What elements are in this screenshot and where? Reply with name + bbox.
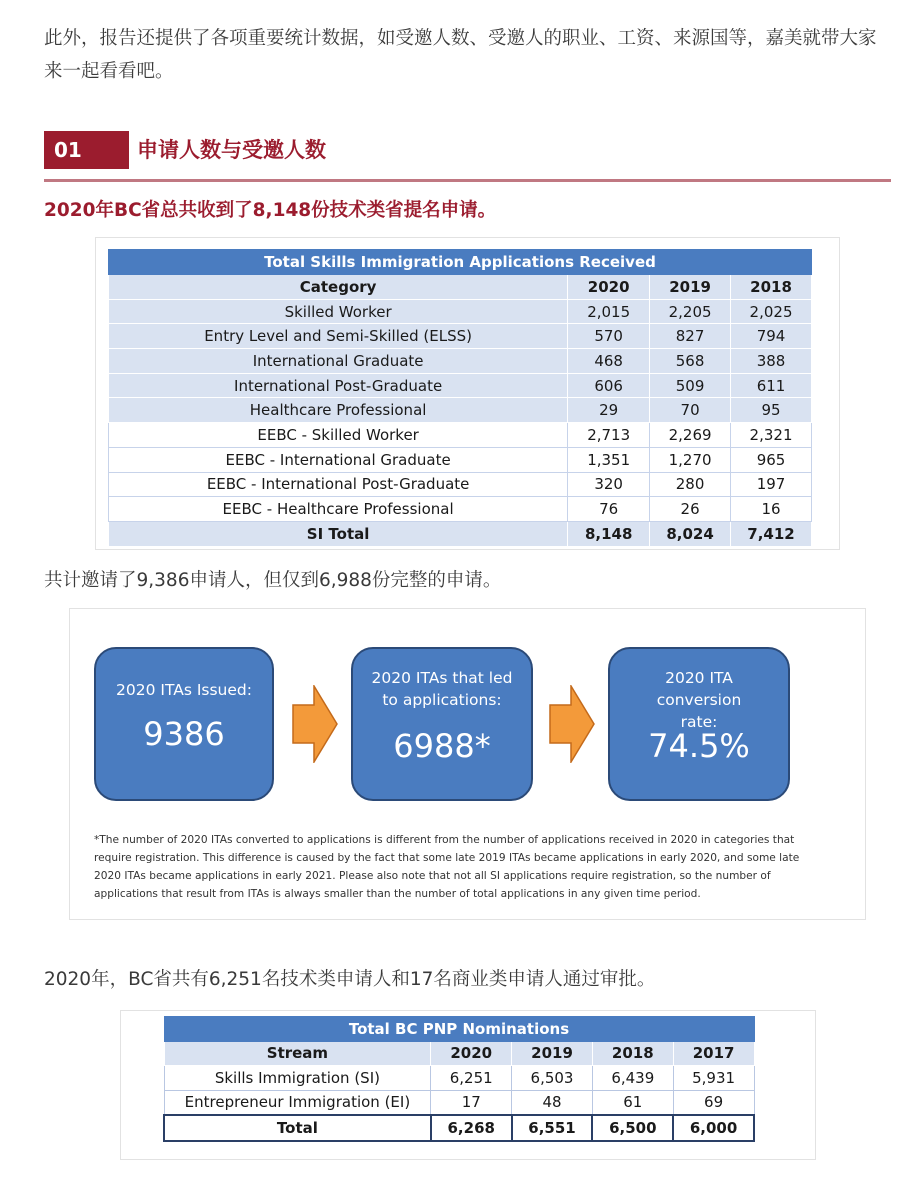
table-row-cell: EEBC - International Graduate bbox=[109, 447, 568, 472]
table-header-row-cell: 2019 bbox=[650, 275, 731, 300]
table-row-cell: 965 bbox=[731, 447, 812, 472]
table-row-cell: Entrepreneur Immigration (EI) bbox=[164, 1090, 431, 1115]
table-row-cell: EEBC - Skilled Worker bbox=[109, 423, 568, 448]
ita-paragraph: 共计邀请了9,386申请人，但仅到6,988份完整的申请。 bbox=[44, 570, 502, 591]
table-row bbox=[164, 1090, 754, 1115]
table-row bbox=[109, 324, 812, 349]
table-header-row-cell: Category bbox=[109, 275, 568, 300]
table-row-cell: 6,439 bbox=[592, 1066, 673, 1091]
table-row-cell: 61 bbox=[592, 1090, 673, 1115]
table-row-cell: International Graduate bbox=[109, 349, 568, 374]
ita-panel bbox=[69, 608, 866, 920]
table-row-cell: 568 bbox=[650, 349, 731, 374]
table-row bbox=[109, 398, 812, 423]
table-header-row-cell: 2018 bbox=[592, 1041, 673, 1066]
section-title: 申请人数与受邀人数 bbox=[137, 138, 326, 162]
intro-paragraph: 此外，报告还提供了各项重要统计数据，如受邀人数、受邀人的职业、工资、来源国等，嘉美就带大家来一起看看吧。 bbox=[44, 28, 877, 82]
table-title: Total BC PNP Nominations bbox=[164, 1017, 754, 1042]
table-total-row-cell: 7,412 bbox=[731, 521, 812, 546]
table-header-row bbox=[109, 275, 812, 300]
table-header-row-cell: 2020 bbox=[431, 1041, 512, 1066]
table-total-row-cell: SI Total bbox=[109, 521, 568, 546]
table-row-cell: 570 bbox=[568, 324, 650, 349]
table-total-row-cell: 8,024 bbox=[650, 521, 731, 546]
table-row-cell: EEBC - Healthcare Professional bbox=[109, 497, 568, 522]
table-title: Total Skills Immigration Applications Received bbox=[109, 250, 812, 275]
table-total-row-cell: 6,000 bbox=[673, 1115, 754, 1141]
table-header-row-cell: Stream bbox=[164, 1041, 431, 1066]
table-row-cell: 5,931 bbox=[673, 1066, 754, 1091]
applications-table bbox=[108, 249, 812, 547]
table-header-row-cell: 2018 bbox=[731, 275, 812, 300]
table-row bbox=[109, 299, 812, 324]
table-row-cell: 2,321 bbox=[731, 423, 812, 448]
table-row-cell: 6,251 bbox=[431, 1066, 512, 1091]
ita-footnote: *The number of 2020 ITAs converted to applications is different from the number of applications received in 2020 in categories that require registration. This difference is caused by the fact that some late 2019 ITAs became applications in early 2020, and some late 2020 ITAs became applications in early 2021. Please also note that not all SI applications require registration, so the number of applications that result from ITAs is always smaller than the number of total applications in any given time period. bbox=[94, 834, 800, 900]
table-header-row bbox=[164, 1041, 754, 1066]
table-row-cell: 827 bbox=[650, 324, 731, 349]
table-row bbox=[164, 1066, 754, 1091]
table-header-row-cell: 2020 bbox=[568, 275, 650, 300]
table-row-cell: Entry Level and Semi-Skilled (ELSS) bbox=[109, 324, 568, 349]
table-total-row bbox=[109, 521, 812, 546]
table-row-cell: 1,270 bbox=[650, 447, 731, 472]
table-total-row-cell: 6,268 bbox=[431, 1115, 512, 1141]
table-row-cell: 2,269 bbox=[650, 423, 731, 448]
ita-issued-value: 9386 bbox=[143, 715, 225, 753]
section-subtitle: 2020年BC省总共收到了8,148份技术类省提名申请。 bbox=[44, 200, 497, 221]
table-total-row-cell: 6,551 bbox=[512, 1115, 593, 1141]
table-row bbox=[109, 423, 812, 448]
ita-applications-value: 6988* bbox=[393, 727, 491, 765]
table-row-cell: Skilled Worker bbox=[109, 299, 568, 324]
table-row-cell: 29 bbox=[568, 398, 650, 423]
table-row-cell: 794 bbox=[731, 324, 812, 349]
table-row-cell: Skills Immigration (SI) bbox=[164, 1066, 431, 1091]
table-row bbox=[109, 373, 812, 398]
table-row-cell: 2,713 bbox=[568, 423, 650, 448]
table-header-row-cell: 2019 bbox=[512, 1041, 593, 1066]
table-total-row-cell: 8,148 bbox=[568, 521, 650, 546]
ita-applications-label: 2020 ITAs that led to applications: bbox=[371, 669, 513, 709]
table-row-cell: 26 bbox=[650, 497, 731, 522]
table-row-cell: 2,025 bbox=[731, 299, 812, 324]
table-row-cell: Healthcare Professional bbox=[109, 398, 568, 423]
table-row-cell: 2,205 bbox=[650, 299, 731, 324]
table-row-cell: 16 bbox=[731, 497, 812, 522]
table-row-cell: 2,015 bbox=[568, 299, 650, 324]
right-arrow-icon bbox=[292, 685, 338, 763]
table-row bbox=[109, 497, 812, 522]
table-row bbox=[109, 349, 812, 374]
table-header-row-cell: 2017 bbox=[673, 1041, 754, 1066]
ita-issued-label: 2020 ITAs Issued: bbox=[116, 681, 252, 699]
table-row-cell: 6,503 bbox=[512, 1066, 593, 1091]
table-row-cell: 606 bbox=[568, 373, 650, 398]
table-row-cell: 509 bbox=[650, 373, 731, 398]
table-row-cell: 95 bbox=[731, 398, 812, 423]
table-row bbox=[109, 447, 812, 472]
nomination-paragraph: 2020年，BC省共有6,251名技术类申请人和17名商业类申请人通过审批。 bbox=[44, 969, 656, 990]
section-number: 01 bbox=[44, 131, 129, 169]
table-row-cell: 468 bbox=[568, 349, 650, 374]
ita-conversion-value: 74.5% bbox=[648, 727, 750, 765]
table-total-row bbox=[164, 1115, 754, 1141]
table-row-cell: 69 bbox=[673, 1090, 754, 1115]
nominations-table bbox=[163, 1016, 755, 1142]
table-total-row-cell: 6,500 bbox=[592, 1115, 673, 1141]
table-title-row bbox=[109, 250, 812, 275]
table-row-cell: 611 bbox=[731, 373, 812, 398]
right-arrow-icon bbox=[549, 685, 595, 763]
table-row-cell: 388 bbox=[731, 349, 812, 374]
section-header bbox=[44, 131, 891, 184]
table-row-cell: 48 bbox=[512, 1090, 593, 1115]
table-row-cell: 17 bbox=[431, 1090, 512, 1115]
table-row-cell: 76 bbox=[568, 497, 650, 522]
table-row-cell: 1,351 bbox=[568, 447, 650, 472]
ita-conversion-label: 2020 ITA conversion rate: bbox=[656, 669, 742, 731]
table-row-cell: 280 bbox=[650, 472, 731, 497]
ita-applications-box bbox=[351, 647, 533, 801]
table-row-cell: EEBC - International Post-Graduate bbox=[109, 472, 568, 497]
table-row-cell: 70 bbox=[650, 398, 731, 423]
table-total-row-cell: Total bbox=[164, 1115, 431, 1141]
table-title-row bbox=[164, 1017, 754, 1042]
table-row-cell: 197 bbox=[731, 472, 812, 497]
section-divider bbox=[44, 179, 891, 182]
ita-conversion-box bbox=[608, 647, 790, 801]
ita-issued-box bbox=[94, 647, 274, 801]
table-row bbox=[109, 472, 812, 497]
table-row-cell: 320 bbox=[568, 472, 650, 497]
table-row-cell: International Post-Graduate bbox=[109, 373, 568, 398]
